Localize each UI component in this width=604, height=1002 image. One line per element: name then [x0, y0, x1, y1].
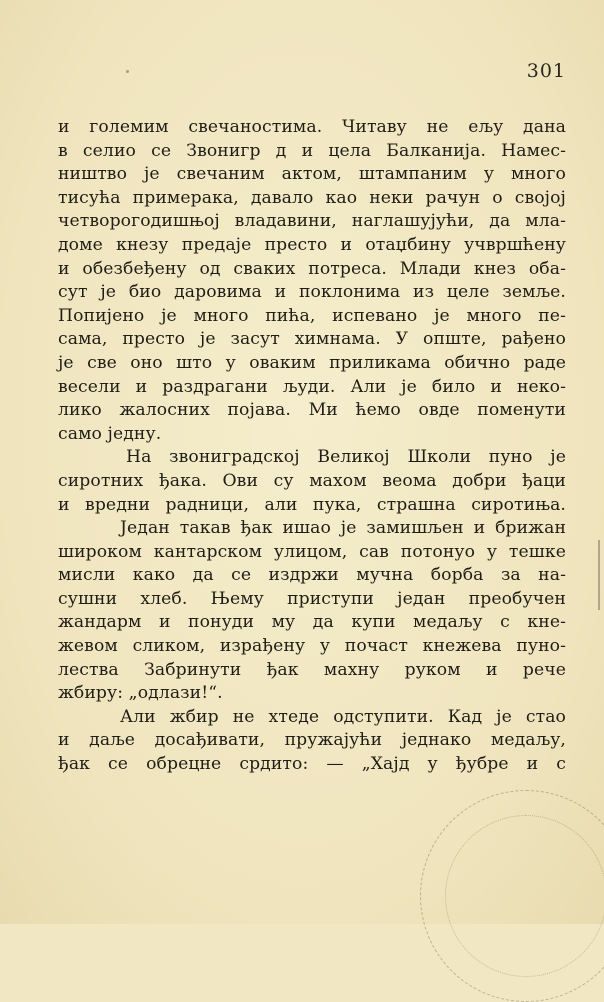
paragraph-start-line: Али жбир не хтеде одступити. Кад је стао [120, 706, 566, 727]
text-line: жбиру: „одлази!“. [58, 683, 223, 704]
text-line: је све оно што у оваким приликама обично раде [58, 352, 566, 373]
text-line: четворогодишњој владавини, наглашујући, да мла- [58, 211, 566, 232]
text-line: широком кантарском улицом, сав потонуо у тешке [58, 541, 566, 562]
text-line: Попијено је много пића, испевано је много пе- [58, 305, 566, 326]
page-number: 301 [526, 60, 566, 82]
text-line: мисли како да се издржи мучна борба за на- [58, 565, 566, 586]
text-line: ништво је свечаним актом, штампаним у много [58, 164, 566, 185]
text-line: весели и раздрагани људи. Али је било и неко- [58, 376, 566, 397]
text-line: жевом сликом, израђену у почаст кнежева пуно- [58, 636, 566, 657]
text-line: и големим свечаностима. Читаву не ељу дана [58, 117, 566, 137]
margin-mark [598, 540, 600, 610]
text-line: сушни хлеб. Њему приступи један преобучен [58, 588, 566, 609]
text-line: лико жалосних појава. Ми ћемо овде поменути [58, 400, 566, 421]
text-line: доме кнезу предаје престо и отаџбину учвршћену [58, 234, 566, 255]
text-line: жандарм и понуди му да купи медаљу с кне- [58, 612, 566, 633]
text-line: лества Забринути ђак махну руком и рече [58, 659, 566, 680]
text-line: и вредни радници, али пука, страшна сиротиња. [58, 494, 566, 515]
text-line: и даље досађивати, пружајући једнако медаљу, [58, 730, 566, 751]
text-line: ђак се обрецне срдито: — „Хајд у ђубре и с [58, 754, 566, 775]
paragraph-start-line: На звониградској Великој Школи пуно је [126, 447, 566, 468]
text-line: в селио се Звонигр д и цела Балканија. Намес- [58, 140, 566, 161]
ink-speck [126, 70, 129, 73]
library-stamp-inner-ring [445, 815, 604, 977]
text-line: сама, престо је засут химнама. У опште, рађено [58, 329, 566, 350]
text-line: сиротних ђака. Ови су махом веома добри ђаци [58, 470, 566, 491]
paragraph-start-line: Један такав ђак ишао је замишљен и брижан [120, 518, 566, 539]
text-line: сут је био даровима и поклонима из целе земље. [58, 282, 566, 303]
text-line: само једну. [58, 423, 162, 444]
text-line: и обезбеђену од сваких потреса. Млади кнез оба- [58, 258, 566, 279]
text-line: тисућа примерака, давало као неки рачун о својој [58, 187, 566, 208]
body-text [58, 116, 566, 777]
